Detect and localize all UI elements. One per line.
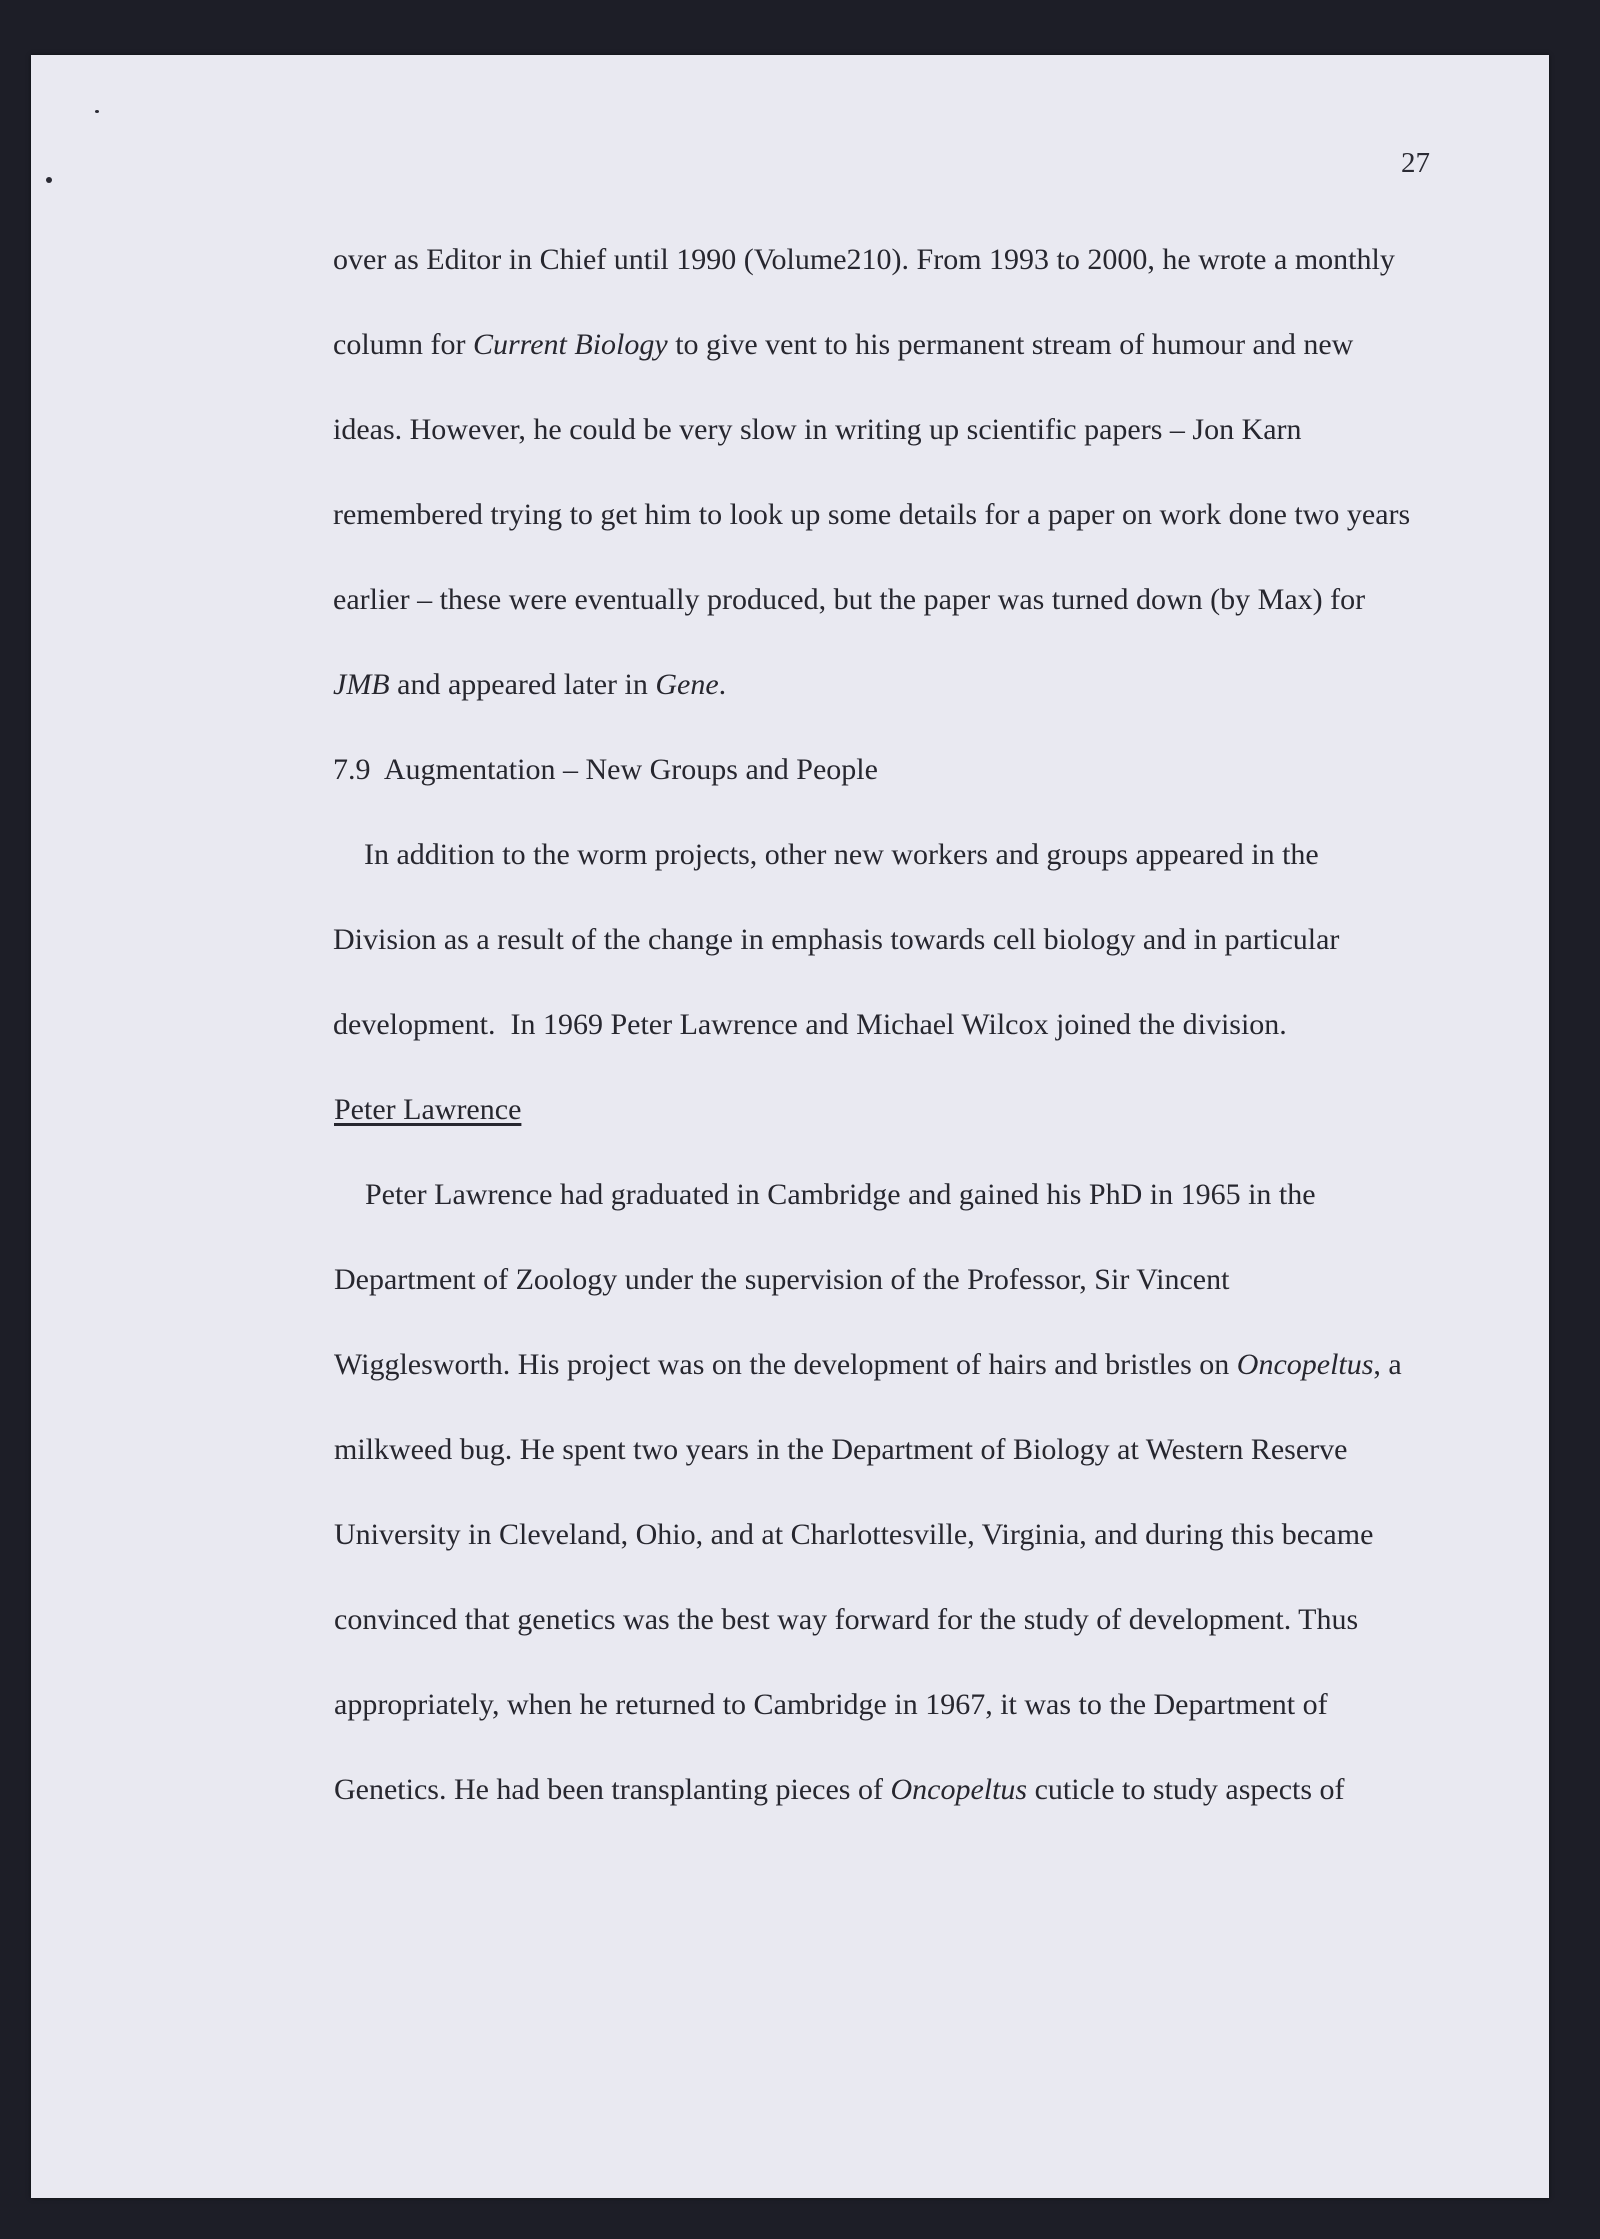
text-line: appropriately, when he returned to Cambridge in 1967, it was to the Department of bbox=[334, 1688, 1328, 1721]
text-line: University in Cleveland, Ohio, and at Charlottesville, Virginia, and during this became bbox=[334, 1518, 1374, 1551]
italic-title: Oncopeltus bbox=[890, 1773, 1028, 1806]
text-line: convinced that genetics was the best way forward for the study of development. Thus bbox=[334, 1603, 1359, 1636]
italic-title: Current Biology bbox=[472, 328, 668, 361]
subheading: Peter Lawrence bbox=[334, 1093, 522, 1126]
text-line: Genetics. He had been transplanting pieces of Oncopeltus cuticle to study aspects of bbox=[334, 1773, 1345, 1806]
text-line: In addition to the worm projects, other new workers and groups appeared in the bbox=[364, 838, 1319, 871]
italic-title: Gene bbox=[655, 668, 719, 701]
page-number: 27 bbox=[1401, 147, 1430, 179]
text-line: Division as a result of the change in emphasis towards cell biology and in particular bbox=[333, 923, 1340, 956]
text-line: development. In 1969 Peter Lawrence and Michael Wilcox joined the division. bbox=[333, 1008, 1287, 1041]
text-line: remembered trying to get him to look up some details for a paper on work done two years bbox=[333, 498, 1411, 531]
document-page bbox=[31, 55, 1549, 2198]
ink-speck bbox=[46, 177, 52, 183]
text-line: earlier – these were eventually produced, but the paper was turned down (by Max) for bbox=[333, 583, 1366, 616]
italic-title: JMB bbox=[333, 668, 390, 701]
text-line: JMB and appeared later in Gene. bbox=[333, 668, 727, 701]
text-line: over as Editor in Chief until 1990 (Volume210). From 1993 to 2000, he wrote a monthly bbox=[333, 243, 1395, 276]
text-line: Wigglesworth. His project was on the development of hairs and bristles on Oncopeltus, a bbox=[334, 1348, 1402, 1381]
ink-speck bbox=[95, 110, 99, 113]
text-line: milkweed bug. He spent two years in the Department of Biology at Western Reserve bbox=[334, 1433, 1348, 1466]
text-line: Department of Zoology under the supervision of the Professor, Sir Vincent bbox=[334, 1263, 1230, 1296]
italic-title: Oncopeltus bbox=[1236, 1348, 1374, 1381]
text-line: Peter Lawrence had graduated in Cambridge and gained his PhD in 1965 in the bbox=[365, 1178, 1316, 1211]
text-line: ideas. However, he could be very slow in writing up scientific papers – Jon Karn bbox=[333, 413, 1302, 446]
section-heading: 7.9 Augmentation – New Groups and People bbox=[333, 753, 878, 786]
text-line: column for Current Biology to give vent to his permanent stream of humour and new bbox=[333, 328, 1354, 361]
